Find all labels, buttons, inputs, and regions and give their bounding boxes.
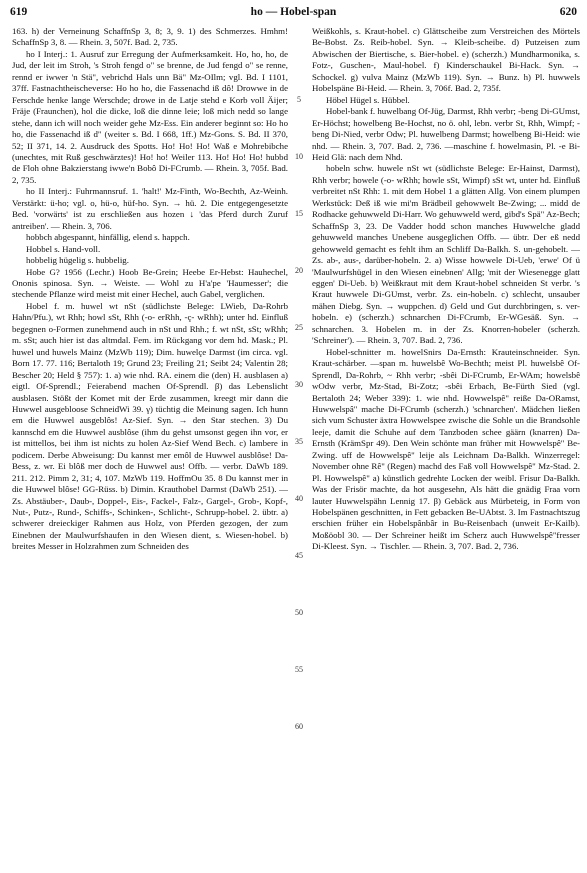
- entry-paragraph: Höbel Hügel s. Hübbel.: [326, 94, 410, 105]
- entry-paragraph: hobeln schw. huwele nSt wt (südlichste Belege: Er-Hainst, Darmst), Rhh verbr; howele (-o- wRhh; howle sSt, Wimpf) sSt wt, unter hd. Einfluß verbreitet nSt Rhh: 1. mit dem Hobel 1 a glätten Allg. Von einem plumpen Werkstück: Deß iß wie mi'm Brädbeil gehowwelt Be-Zwing; ... midd de Rodhacke gehuwweld Di-Harr. Wo gehuwweld werd, gibd's Spä" Az-Bech; SchaffnSp 3, 23. De Vadder hodd schon manches Huwwelche gladd gehuwweld manches Unebene ausgeglichen Offb. — übtr. Der eß nedd gehowweld gemacht es fehlt ihm an Schliff Da-Balkh. S. un-gehobelt. — Zs. ab-, aus-, darüber-hobeln. 2. a) Wisse howwele Di-Ueb, 'erwe' Of ü 'Maulwurfshügel in den Wiesen einebnen' Allg; 'mit der Wiesenegge glatt eggen' Di-Ueb. b) Weißkraut mit dem Kraut-hobel schneiden St verbr. 's Kraut huwwele Di-GUmst, verbr. Zs. ein-hobeln. c) schlecht, unsauber mähen Diebg. Syn. → wuppchen. d) Geld und Gut durchbringen, s. ver-hobeln. e) (scherzh.) schnarchen Di-FCrumb, Er-WGesäß. Syn. → schnarchen. 3. Hobelen m. in der Zs. Knorren-hobeler (scherzh. 'Schreiner'). — Rhein. 3, 707. Bad. 2, 736.: [312, 163, 580, 346]
- page-number-right: 620: [559, 6, 577, 18]
- line-number: 5: [297, 95, 301, 104]
- entry-paragraph: Weißkohls, s. Kraut-hobel. c) Glättscheibe zum Verstreichen des Mörtels Be-Bobst. Zs. Reib-hobel. Syn. → Kleib-scheibe. d) Putzeisen zum Abwischen der Biertische, s. Bier-hobel. e) (scherzh.) Mundharmonika, s. Fotz-, Guschen-, Maul-hobel. f) Kinderschaukel Bi-Hack. Syn. → Schockel. g) vulva Mainz (MzWb 119). Syn. → Bunz. h) Pl. huwwels Hobelspäne Bi-Heid. — Rhein. 3, 706f. Bad. 2, 735f.: [312, 26, 580, 94]
- entry-paragraph: Hobel-schnitter m. howelSnirs Da-Ernsth: Krauteinschneider. Syn. Kraut-schärber. —span m. huwelsbê Wo-Bechth; meist Pl. huwelsbê Of-Sprendl, Da-Rohrb, ~ Rhh verbr; -sbêi Di-FCrumb, Er-WAm; howelsbê wOdw verbr, Mz-Stad, Bi-Zotz; -sbêi Erbach, Be-Fürth Sied (vgl. Bertaloth 24; Weber 339): 1. wie nhd. Howwelspê" reiße Da-ORamst, Huwwelspâ" mache Di-FCrumb (scherzh.) 'schnarchen'. Mädchen ließen sich vum Schuster äxtra Howwelspee zwische die Sohle un die Brandsohle leeje, damit die Schuhe auf dem Tanzboden schee gäärn (knarren) Da-Ernsth (KrämSpr 49). Den Wein schönte man früher mit Howwelspê" Be-Zwing. uff de Howwelspê" leije als Leichnam Da-Balkh. Winzerregel: November ohne Rê" (Regen) machd des Faß voll Howwelspê" Mz-Stad. 2. Pl. Howwelspê" a) künstlich gedrehte Locken der weibl. Frisur Da-Balkh. Was der Frisör machte, da hot ausgesehn, Als hätt die gnädig Fraa vorn lauter Huwwelspähn Lennig 17. β) Gebäck aus Mürbeteig, in Form von Hobelspänen geschnitten, in Fett gebacken Be-UAbtst. 3. Im Fastnachtszug erschien früher ein Hobelspânbâr in Bu-Reisenbach (unweit Er-Kailb). Moßöobl 30. — Der Schreiner heißt im Scherz auch Huwwelspê"fresser Di-Kleest. Syn. → Tischler. — Rhein. 3, 707. Bad. 2, 736.: [312, 346, 580, 552]
- line-number: 40: [295, 494, 303, 503]
- running-head: ho — Hobel-span: [250, 6, 337, 18]
- entry-paragraph: Hobbel s. Hand-voll.: [26, 243, 101, 254]
- entry-paragraph: Hobel-bank f. huwelbang Of-Jüg, Darmst, Rhh verbr; -beng Di-GUmst, Er-Höchst; howelbeng Be-Hochst, no ö. ohl, lebn. verbr St, Rhh, Wimpf; -beng Di-Nied, verbr Odw; Pl. huwelbeng Darmst; howelbeng Bi-Heid: wie nhd. — Rhein. 3, 707. Bad. 2, 736. —maschine f. howelmasin, Pl. -e Bi-Heid Glä: nach dem Nhd.: [312, 106, 580, 162]
- left-column: [12, 26, 288, 865]
- entry-paragraph: ho II Interj.: Fuhrmannsruf. 1. 'halt!' Mz-Finth, Wo-Bechth, Az-Weinh. Verstärkt: ü-ho; vgl. o, hü-o, hüf-ho. Syn. → hü. 2. Die entgegengesetzte Bed. 'vorwärts' ist zu erschließen aus hozen ↓ 'das Pferd durch Zuruf antreiben'. — Rhein. 3, 706.: [12, 186, 288, 231]
- line-number: 60: [295, 722, 303, 731]
- line-number: 50: [295, 608, 303, 617]
- entry-paragraph: Hobel f. m. huwel wt nSt (südlichste Belege: LWieb, Da-Rohrb Hahn/Pfu.), wt Rhh; howl sSt, Rhh (-o- erRhh, -ç- wRhh); unter hd. Einfluß begegnen o-Formen zunehmend auch in nSt und Rhh.; f. wt nSt, sSt; wRhh; m. sSt; auch hier ist das altmdal. Fem. im Rückgang vor dem hd. Mask.; Pl. huwel und huwels Mainz (MzWb 119); Dim. huwelçe Darmst (im circa. vgl. Born 17. 77. 116; Bertaloth 19; Grund 23; Freiling 21; Seibt 24; Valentin 28; Bescher 20; Held § 757): 1. a) wie nhd. RA. einem die (den) H. ausblasen a) eigtl. Of-Sprendl.; Feierabend machen Of-Sprendl. β) das Lebenslicht ausblasen. Stößt der Komet mit der Erde zusammen, kreegt mir dann die Huwwel ausgebloose SchneidWi 39. γ) tüchtig die Meinung sagen. Ich hunn em die Huwwel ausgeblôs! Az-Sief. Syn. → den Star stechen. 3) Du kannschd em die Huwwel ausblôse (ihm du gehst umsonst gegen ihn vor, er ist mittellos, bei ihm ist nichts zu holen Az-Sief Wend Bech. c) lambere in podicem. Derbe Abweisung: Du kannst mer emôl de Huwwel ausblôse! Da-Bess, z. wr. Ei blôß mer doch de Huwwel aus! Offb. — verbr. DaWb 189. 211. 212. Pimm 2, 31; 4, 107. MzWb 119. HoffmOu 35. 8 Du kannst mer in die Huwwel blôse! GG-Rüss. b) Dimin. Krauthobel Darmst (DaWb 251). — Zs. Abstäuber-, Daub-, Doppel-, Eis-, Fackel-, Falz-, Gargel-, Grob-, Kopf-, Nut-, Putz-, Rund-, Schiffs-, Schinken-, Schlicht-, Schrupp-hobel. 2. übtr. a) schwerer dreieckiger Rahmen aus Holz, von Pferden gezogen, der zum Einebnen der Maulwurfshaufen in den Wiesen dient, s. Wiesen-hobel. b) breites Messer in Holzrahmen zum Schneiden des: [12, 300, 288, 552]
- entry-paragraph: Hobe G? 1956 (Lechr.) Hoob Be-Grein; Heebe Er-Hebst: Hauhechel, Ononis spinosa. Syn. → Weiste. — Wohl zu H'a'pe 'Haumesser'; die stechende Pflanze wird meist mit einer Hechel, auch Gabel, verglichen.: [12, 266, 288, 300]
- line-number: 35: [295, 437, 303, 446]
- entry-paragraph: hobbch abgespannt, hinfällig, elend s. happch.: [26, 232, 190, 243]
- entry-paragraph: 163. h) der Verneinung SchaffnSp 3, 8; 3, 9. 1) des Schmerzes. Hmhm! SchaffnSp 3, 8. — Rhein. 3, 507f. Bad. 2, 735.: [12, 26, 288, 48]
- line-number: 25: [295, 323, 303, 332]
- entry-paragraph: ho I Interj.: 1. Ausruf zur Erregung der Aufmerksamkeit. Ho, ho, ho, de Jud, der leit im Stroh, 's Stroh fengd o" se brenne, de Jud fengd o" se renne, rennd er iwwer 'n Stä", vebrichd Hals unn Bä" Mz-OIlm; vgl. Bd. I 1101, 37ff. Fastnachtheischeverse: Ho ho ho, die Fassenachd iß dô! Drowwe in de Ferschde henke lange Werschde; drowe in de Latje stehd e Korb voll Äijer; Fräje (Fraunchen), hol die dicke, loß die dinne leie; loß mich nedd so lange stehe, dann ich will noch weider gehe Mz-Ess. Ein anderer beginnt so: Ho ho ho, die Fassenachd iß d" (weiter s. Bd. I 668, 1ff.) Mz-Gons. S. Bd. II 370, 52; II 371, 14. 2. Ausdruck des Spotts. Ho! Ho! Ho! Waß e Mohrebibche (unechtes, mit Ruß geschwärztes)! Ho! ho! Weiler 113. Ho! Ho! Ho! hubbd de Floh ohne Bakzierstang iwwe'n Bobô Di-FCrumb. — Rhein. 3, 705f. Bad. 2, 735.: [12, 48, 288, 185]
- line-number: 20: [295, 266, 303, 275]
- line-number: 10: [295, 152, 303, 161]
- entry-paragraph: hobbelig hügelig s. hubbelig.: [26, 255, 129, 266]
- page-number-left: 619: [10, 6, 28, 18]
- line-number-gutter: [289, 26, 309, 865]
- line-number: 45: [295, 551, 303, 560]
- page-header: [10, 6, 577, 22]
- line-number: 55: [295, 665, 303, 674]
- line-number: 15: [295, 209, 303, 218]
- right-column: [312, 26, 580, 865]
- line-number: 30: [295, 380, 303, 389]
